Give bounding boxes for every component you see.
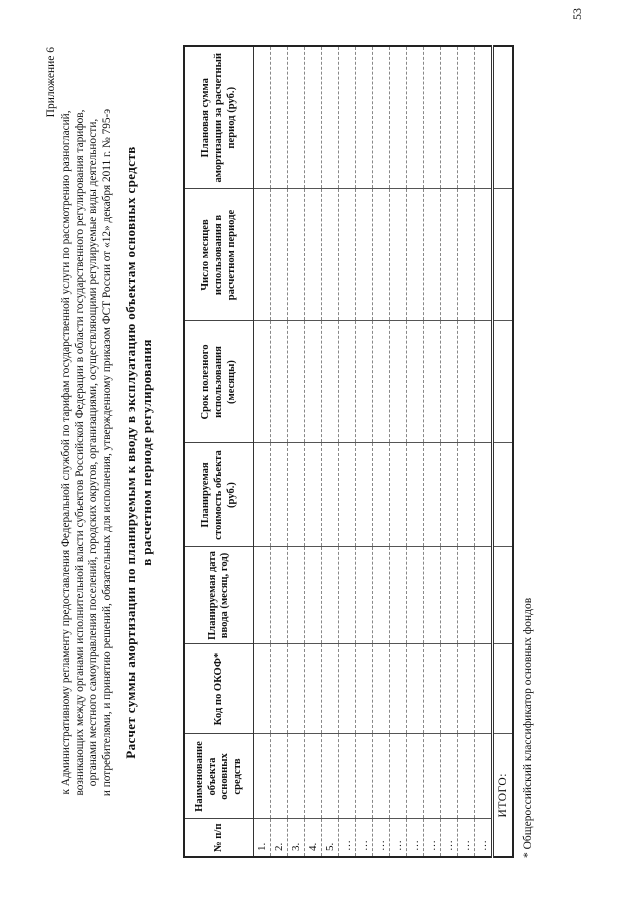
column-header-months-of-use: Число месяцев использования в расчетном периоде <box>184 189 254 321</box>
empty-cell <box>339 547 356 644</box>
row-number-cell: … <box>424 819 441 857</box>
empty-cell <box>458 189 475 321</box>
empty-cell <box>288 321 305 443</box>
preamble-line-1: к Административному регламенту предоставления Федеральной службой по тарифам государственной услуги по рассмотрению разногласий, <box>60 110 72 795</box>
empty-cell <box>441 547 458 644</box>
row-number-cell: … <box>356 819 373 857</box>
empty-cell <box>441 734 458 819</box>
empty-cell <box>493 644 514 734</box>
empty-cell <box>373 644 390 734</box>
table-row <box>373 46 390 857</box>
empty-cell <box>322 547 339 644</box>
row-number-cell: … <box>441 819 458 857</box>
empty-cell <box>475 644 493 734</box>
empty-cell <box>424 443 441 547</box>
empty-cell <box>441 644 458 734</box>
empty-cell <box>254 189 271 321</box>
empty-cell <box>407 46 424 189</box>
empty-cell <box>373 734 390 819</box>
column-header-name: Наименование объекта основных средств <box>184 734 254 819</box>
empty-cell <box>407 734 424 819</box>
table-row <box>390 46 407 857</box>
empty-cell <box>254 443 271 547</box>
empty-cell <box>424 734 441 819</box>
empty-cell <box>390 321 407 443</box>
empty-cell <box>271 644 288 734</box>
document-title-line-2: в расчетном периоде регулирования <box>138 339 154 566</box>
table-row <box>254 46 271 857</box>
column-header-planned-cost: Планируемая стоимость объекта (руб.) <box>184 443 254 547</box>
row-number-cell: 5. <box>322 819 339 857</box>
empty-cell <box>390 644 407 734</box>
table-row <box>271 46 288 857</box>
empty-cell <box>475 46 493 189</box>
empty-cell <box>424 644 441 734</box>
empty-cell <box>254 734 271 819</box>
empty-cell <box>288 189 305 321</box>
column-header-number: № п/п <box>184 819 254 857</box>
empty-cell <box>356 644 373 734</box>
empty-cell <box>305 321 322 443</box>
empty-cell <box>493 189 514 321</box>
empty-cell <box>458 734 475 819</box>
empty-cell <box>339 321 356 443</box>
row-number-cell: … <box>458 819 475 857</box>
empty-cell <box>373 547 390 644</box>
empty-cell <box>424 547 441 644</box>
row-number-cell: … <box>407 819 424 857</box>
empty-cell <box>339 734 356 819</box>
empty-cell <box>373 443 390 547</box>
empty-cell <box>271 443 288 547</box>
empty-cell <box>322 189 339 321</box>
empty-cell <box>458 644 475 734</box>
empty-cell <box>356 443 373 547</box>
empty-cell <box>493 46 514 189</box>
empty-cell <box>390 547 407 644</box>
annex-label: Приложение 6 <box>45 47 57 118</box>
empty-cell <box>407 321 424 443</box>
document-title-line-1: Расчет суммы амортизации по планируемым к вводу в эксплуатацию объектам основных средств <box>123 146 139 759</box>
empty-cell <box>458 547 475 644</box>
empty-cell <box>305 734 322 819</box>
empty-cell <box>288 46 305 189</box>
empty-cell <box>441 46 458 189</box>
empty-cell <box>373 189 390 321</box>
empty-cell <box>475 321 493 443</box>
empty-cell <box>356 189 373 321</box>
empty-cell <box>373 321 390 443</box>
empty-cell <box>271 547 288 644</box>
empty-cell <box>339 189 356 321</box>
empty-cell <box>373 46 390 189</box>
preamble-line-2: возникающих между органами исполнительной власти субъектов Российской Федерации в области государственного регулирования тарифов, <box>73 109 86 796</box>
empty-cell <box>288 547 305 644</box>
amortization-table <box>183 45 514 858</box>
empty-cell <box>288 644 305 734</box>
empty-cell <box>424 321 441 443</box>
table-row <box>339 46 356 857</box>
empty-cell <box>407 443 424 547</box>
preamble-line-4: и потребителями, и принятию решений, обязательных для исполнения, утвержденному приказом ФСТ России от «12» декабря 2011 г. № 795-э <box>100 108 113 797</box>
empty-cell <box>271 189 288 321</box>
row-number-cell: … <box>390 819 407 857</box>
empty-cell <box>356 547 373 644</box>
empty-cell <box>493 321 514 443</box>
column-header-commission-date: Планируемая дата ввода (месяц, год) <box>184 547 254 644</box>
preamble-line-3: органами местного самоуправления поселений, городских округов, организациями, осуществляющими регулируемые виды деятельности, <box>87 118 100 787</box>
header-row <box>184 46 254 857</box>
empty-cell <box>271 46 288 189</box>
empty-cell <box>271 321 288 443</box>
empty-cell <box>339 644 356 734</box>
empty-cell <box>322 46 339 189</box>
empty-cell <box>407 644 424 734</box>
empty-cell <box>458 321 475 443</box>
empty-cell <box>271 734 288 819</box>
empty-cell <box>390 443 407 547</box>
empty-cell <box>339 443 356 547</box>
empty-cell <box>254 644 271 734</box>
empty-cell <box>424 189 441 321</box>
empty-cell <box>288 443 305 547</box>
empty-cell <box>288 734 305 819</box>
empty-cell <box>305 547 322 644</box>
empty-cell <box>475 443 493 547</box>
empty-cell <box>356 46 373 189</box>
footnote: * Общероссийский классификатор основных фондов <box>522 597 535 858</box>
table-row <box>322 46 339 857</box>
empty-cell <box>305 443 322 547</box>
empty-cell <box>254 321 271 443</box>
total-label: ИТОГО: <box>493 734 514 857</box>
empty-cell <box>441 189 458 321</box>
row-number-cell: … <box>339 819 356 857</box>
table-row <box>475 46 493 857</box>
empty-cell <box>390 734 407 819</box>
column-header-okof-code: Код по ОКОФ* <box>184 644 254 734</box>
total-row <box>493 46 514 857</box>
empty-cell <box>322 443 339 547</box>
column-header-useful-life: Срок полезного использования (месяцы) <box>184 321 254 443</box>
empty-cell <box>356 321 373 443</box>
empty-cell <box>339 46 356 189</box>
row-number-cell: 2. <box>271 819 288 857</box>
preamble <box>60 47 114 858</box>
empty-cell <box>254 46 271 189</box>
row-number-cell: … <box>373 819 390 857</box>
empty-cell <box>407 189 424 321</box>
table-row <box>305 46 322 857</box>
empty-cell <box>356 734 373 819</box>
empty-cell <box>441 443 458 547</box>
empty-cell <box>322 321 339 443</box>
table-row <box>407 46 424 857</box>
empty-cell <box>475 734 493 819</box>
table-row <box>441 46 458 857</box>
table-row <box>288 46 305 857</box>
empty-cell <box>458 46 475 189</box>
empty-cell <box>305 46 322 189</box>
empty-cell <box>493 547 514 644</box>
row-number-cell: … <box>475 819 493 857</box>
empty-cell <box>254 547 271 644</box>
empty-cell <box>458 443 475 547</box>
empty-cell <box>493 443 514 547</box>
empty-cell <box>322 734 339 819</box>
empty-cell <box>407 547 424 644</box>
empty-cell <box>475 547 493 644</box>
document-title <box>123 47 154 858</box>
empty-cell <box>424 46 441 189</box>
row-number-cell: 4. <box>305 819 322 857</box>
empty-cell <box>441 321 458 443</box>
row-number-cell: 3. <box>288 819 305 857</box>
page-number: 53 <box>570 8 584 20</box>
column-header-planned-amortization: Плановая сумма амортизации за расчетный период (руб.) <box>184 46 254 189</box>
empty-cell <box>322 644 339 734</box>
table-row <box>424 46 441 857</box>
empty-cell <box>305 189 322 321</box>
empty-cell <box>475 189 493 321</box>
empty-cell <box>305 644 322 734</box>
table-row <box>458 46 475 857</box>
empty-cell <box>390 46 407 189</box>
table-row <box>356 46 373 857</box>
row-number-cell: 1. <box>254 819 271 857</box>
empty-cell <box>390 189 407 321</box>
